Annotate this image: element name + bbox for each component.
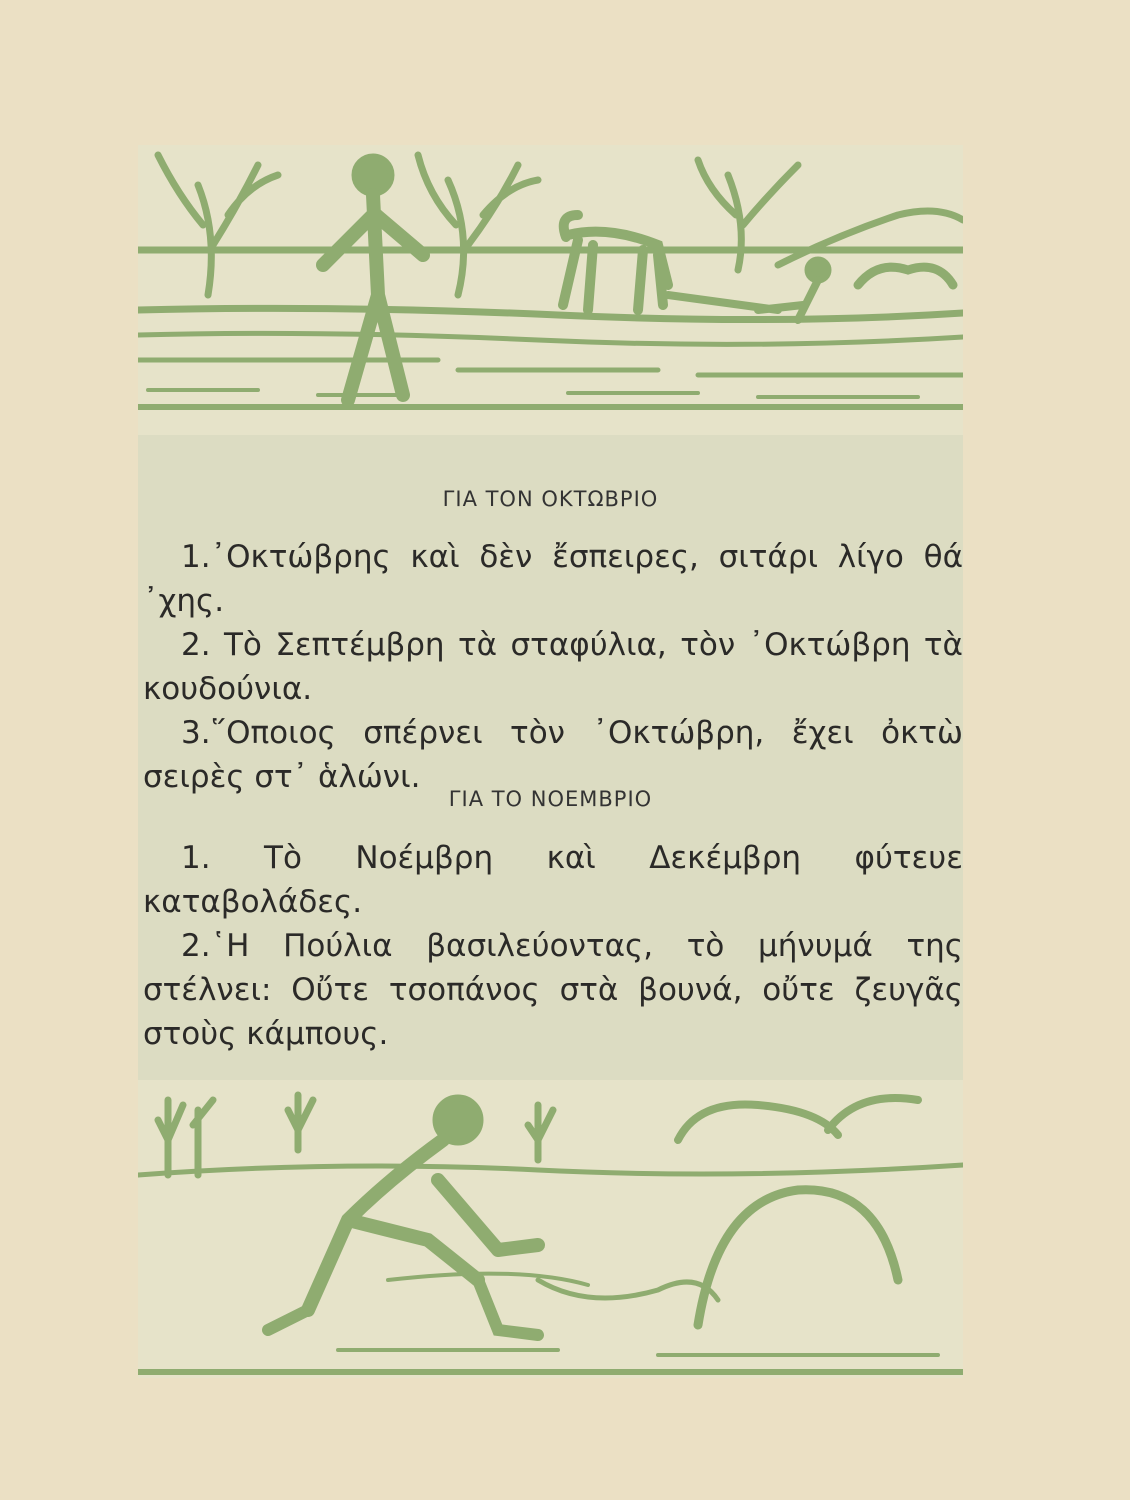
november-proverbs (143, 836, 963, 1056)
vine-planting-icon (138, 1080, 963, 1378)
november-proverb-2: 2.῾Η Πούλια βασιλεύοντας, τὸ μήνυμά της στέλνει: Οὔτε τσοπάνος στὰ βουνά, οὔτε ζευγᾶς στοὺς κάμπους. (143, 928, 963, 1052)
october-proverb-3: 3.῞Οποιος σπέρνει τὸν ᾿Οκτώβρη, ἔχει ὀκτὼ σειρὲς στ᾿ ἁλώνι. (143, 715, 963, 795)
sower-and-plough-icon (138, 145, 963, 435)
november-heading: ΓΙΑ ΤΟ ΝΟΕΜΒΡΙΟ (448, 787, 653, 811)
october-proverbs (143, 535, 963, 799)
october-proverb-1: 1.᾿Οκτώβρης καὶ δὲν ἔσπειρες, σιτάρι λίγο θά ᾿χης. (143, 539, 963, 619)
october-heading: ΓΙΑ ΤΟΝ ΟΚΤΩΒΡΙΟ (442, 487, 659, 511)
october-proverb-2: 2. Τὸ Σεπτέμβρη τὰ σταφύλια, τὸν ᾿Οκτώβρη τὰ κουδούνια. (143, 627, 963, 707)
november-proverb-1: 1. Τὸ Νοέμβρη καὶ Δεκέμβρη φύτευε καταβολάδες. (143, 840, 963, 920)
